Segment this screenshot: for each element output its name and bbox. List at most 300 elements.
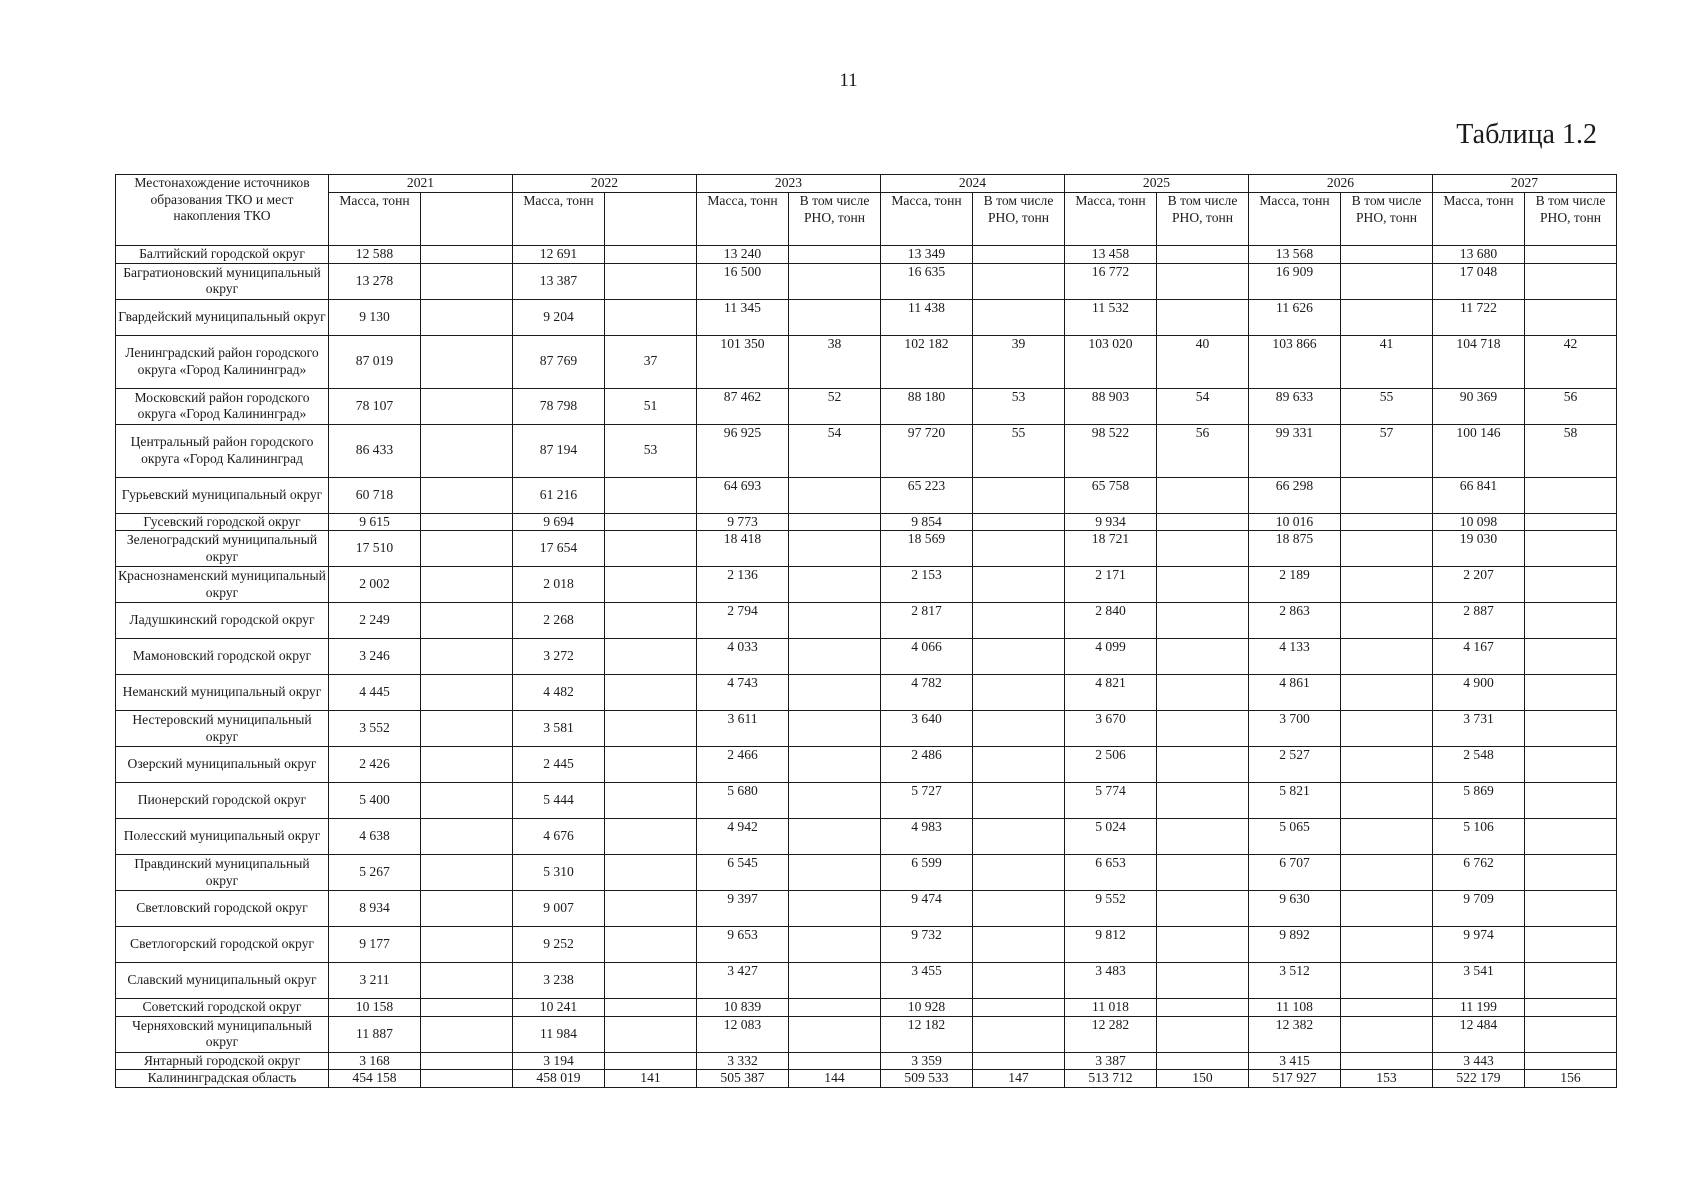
rno-cell <box>973 747 1065 783</box>
mass-cell: 5 106 <box>1433 819 1525 855</box>
mass-header: Масса, тонн <box>1065 193 1157 246</box>
rno-cell <box>605 891 697 927</box>
year-header: 2026 <box>1249 175 1433 193</box>
mass-cell: 9 892 <box>1249 927 1341 963</box>
mass-cell: 12 691 <box>513 246 605 264</box>
mass-cell: 11 199 <box>1433 999 1525 1017</box>
rno-cell <box>421 513 513 531</box>
rno-cell: 58 <box>1525 424 1617 477</box>
rno-cell <box>789 1016 881 1052</box>
rno-cell: 40 <box>1157 335 1249 388</box>
mass-cell: 17 510 <box>329 531 421 567</box>
table-row <box>116 999 1617 1017</box>
mass-cell: 3 332 <box>697 1052 789 1070</box>
table-row <box>116 567 1617 603</box>
mass-cell: 3 272 <box>513 639 605 675</box>
mass-cell: 6 545 <box>697 855 789 891</box>
mass-cell: 98 522 <box>1065 424 1157 477</box>
rno-cell <box>605 963 697 999</box>
mass-cell: 2 863 <box>1249 603 1341 639</box>
mass-cell: 12 382 <box>1249 1016 1341 1052</box>
location-cell: Янтарный городской округ <box>116 1052 329 1070</box>
mass-cell: 6 762 <box>1433 855 1525 891</box>
rno-cell <box>1157 477 1249 513</box>
rno-header-empty <box>421 193 513 246</box>
rno-cell <box>1157 1016 1249 1052</box>
mass-cell: 3 512 <box>1249 963 1341 999</box>
rno-cell <box>1525 603 1617 639</box>
mass-cell: 2 207 <box>1433 567 1525 603</box>
mass-cell: 9 694 <box>513 513 605 531</box>
mass-cell: 4 900 <box>1433 675 1525 711</box>
rno-cell <box>1341 1052 1433 1070</box>
mass-cell: 11 626 <box>1249 299 1341 335</box>
year-header: 2021 <box>329 175 513 193</box>
mass-header: Масса, тонн <box>1433 193 1525 246</box>
rno-cell <box>421 711 513 747</box>
rno-cell <box>1157 603 1249 639</box>
table-row <box>116 299 1617 335</box>
rno-cell <box>1525 263 1617 299</box>
mass-cell: 89 633 <box>1249 388 1341 424</box>
rno-cell <box>1157 299 1249 335</box>
rno-cell <box>789 675 881 711</box>
location-cell: Балтийский городской округ <box>116 246 329 264</box>
table-row <box>116 891 1617 927</box>
rno-cell <box>421 999 513 1017</box>
rno-cell <box>789 783 881 819</box>
location-cell: Черняховский муниципальный округ <box>116 1016 329 1052</box>
mass-cell: 3 611 <box>697 711 789 747</box>
rno-cell <box>973 246 1065 264</box>
rno-cell <box>421 263 513 299</box>
mass-cell: 10 839 <box>697 999 789 1017</box>
table-row <box>116 1070 1617 1088</box>
rno-cell <box>789 999 881 1017</box>
rno-cell <box>789 299 881 335</box>
rno-cell <box>1157 675 1249 711</box>
mass-cell: 9 252 <box>513 927 605 963</box>
mass-cell: 2 887 <box>1433 603 1525 639</box>
mass-cell: 4 482 <box>513 675 605 711</box>
mass-cell: 90 369 <box>1433 388 1525 424</box>
location-cell: Багратионовский муниципальный округ <box>116 263 329 299</box>
table-row <box>116 603 1617 639</box>
rno-cell <box>421 424 513 477</box>
rno-cell <box>789 531 881 567</box>
rno-cell <box>1525 246 1617 264</box>
mass-cell: 17 048 <box>1433 263 1525 299</box>
table-row <box>116 639 1617 675</box>
rno-cell <box>789 747 881 783</box>
rno-cell <box>605 1052 697 1070</box>
mass-cell: 100 146 <box>1433 424 1525 477</box>
mass-cell: 78 798 <box>513 388 605 424</box>
mass-cell: 4 821 <box>1065 675 1157 711</box>
mass-cell: 3 246 <box>329 639 421 675</box>
rno-cell <box>1525 675 1617 711</box>
mass-cell: 3 427 <box>697 963 789 999</box>
mass-cell: 16 500 <box>697 263 789 299</box>
rno-cell <box>973 1052 1065 1070</box>
mass-cell: 9 204 <box>513 299 605 335</box>
rno-cell <box>421 1016 513 1052</box>
rno-cell <box>1525 513 1617 531</box>
rno-cell: 41 <box>1341 335 1433 388</box>
mass-cell: 5 024 <box>1065 819 1157 855</box>
mass-cell: 5 821 <box>1249 783 1341 819</box>
rno-cell <box>973 783 1065 819</box>
rno-cell <box>1525 1052 1617 1070</box>
rno-header-empty <box>605 193 697 246</box>
location-cell: Краснознаменский муниципальный округ <box>116 567 329 603</box>
rno-cell <box>605 819 697 855</box>
rno-header: В том числе РНО, тонн <box>973 193 1065 246</box>
rno-cell <box>421 603 513 639</box>
rno-cell <box>789 263 881 299</box>
rno-cell <box>1341 963 1433 999</box>
location-cell: Центральный район городского округа «Город Калининград <box>116 424 329 477</box>
mass-cell: 18 875 <box>1249 531 1341 567</box>
mass-cell: 4 033 <box>697 639 789 675</box>
mass-cell: 9 552 <box>1065 891 1157 927</box>
mass-cell: 2 506 <box>1065 747 1157 783</box>
rno-cell <box>1157 513 1249 531</box>
year-header: 2023 <box>697 175 881 193</box>
rno-cell <box>1525 477 1617 513</box>
table-row <box>116 1016 1617 1052</box>
table-body <box>116 246 1617 1088</box>
rno-cell <box>1341 891 1433 927</box>
mass-cell: 61 216 <box>513 477 605 513</box>
mass-cell: 13 278 <box>329 263 421 299</box>
rno-cell <box>1525 999 1617 1017</box>
table-caption: Таблица 1.2 <box>1456 119 1597 150</box>
rno-cell: 150 <box>1157 1070 1249 1088</box>
rno-cell <box>973 299 1065 335</box>
mass-cell: 2 527 <box>1249 747 1341 783</box>
mass-cell: 19 030 <box>1433 531 1525 567</box>
year-header: 2027 <box>1433 175 1617 193</box>
mass-cell: 4 133 <box>1249 639 1341 675</box>
table-row <box>116 747 1617 783</box>
mass-cell: 4 942 <box>697 819 789 855</box>
mass-cell: 12 182 <box>881 1016 973 1052</box>
table-row <box>116 1052 1617 1070</box>
location-header: Местонахождение источников образования ТКО и мест накопления ТКО <box>116 175 329 246</box>
mass-cell: 3 640 <box>881 711 973 747</box>
mass-cell: 101 350 <box>697 335 789 388</box>
mass-cell: 10 016 <box>1249 513 1341 531</box>
mass-cell: 3 359 <box>881 1052 973 1070</box>
mass-cell: 3 168 <box>329 1052 421 1070</box>
mass-cell: 3 483 <box>1065 963 1157 999</box>
mass-cell: 2 486 <box>881 747 973 783</box>
rno-cell <box>1341 246 1433 264</box>
mass-cell: 12 484 <box>1433 1016 1525 1052</box>
rno-cell <box>1525 567 1617 603</box>
rno-cell <box>1525 819 1617 855</box>
mass-header: Масса, тонн <box>1249 193 1341 246</box>
rno-cell: 38 <box>789 335 881 388</box>
location-cell: Гурьевский муниципальный округ <box>116 477 329 513</box>
mass-cell: 12 083 <box>697 1016 789 1052</box>
table-row <box>116 335 1617 388</box>
mass-cell: 2 426 <box>329 747 421 783</box>
rno-cell <box>605 531 697 567</box>
rno-cell: 53 <box>605 424 697 477</box>
mass-cell: 102 182 <box>881 335 973 388</box>
rno-cell <box>1341 711 1433 747</box>
mass-cell: 99 331 <box>1249 424 1341 477</box>
rno-cell: 54 <box>789 424 881 477</box>
rno-cell <box>1525 299 1617 335</box>
mass-cell: 96 925 <box>697 424 789 477</box>
rno-cell <box>1341 639 1433 675</box>
mass-cell: 4 099 <box>1065 639 1157 675</box>
rno-cell: 53 <box>973 388 1065 424</box>
mass-cell: 3 552 <box>329 711 421 747</box>
mass-cell: 4 066 <box>881 639 973 675</box>
mass-cell: 88 180 <box>881 388 973 424</box>
rno-cell <box>973 639 1065 675</box>
mass-cell: 2 268 <box>513 603 605 639</box>
rno-cell <box>1157 531 1249 567</box>
rno-cell <box>1157 783 1249 819</box>
rno-cell <box>421 675 513 711</box>
table-row <box>116 513 1617 531</box>
rno-cell <box>421 1052 513 1070</box>
mass-cell: 11 722 <box>1433 299 1525 335</box>
rno-cell: 51 <box>605 388 697 424</box>
rno-cell <box>421 246 513 264</box>
rno-cell <box>1157 246 1249 264</box>
mass-cell: 3 541 <box>1433 963 1525 999</box>
mass-cell: 78 107 <box>329 388 421 424</box>
mass-cell: 18 569 <box>881 531 973 567</box>
rno-cell <box>789 603 881 639</box>
mass-cell: 3 731 <box>1433 711 1525 747</box>
mass-cell: 103 020 <box>1065 335 1157 388</box>
rno-cell <box>1341 999 1433 1017</box>
mass-cell: 10 098 <box>1433 513 1525 531</box>
rno-cell <box>973 855 1065 891</box>
rno-cell <box>1341 855 1433 891</box>
table-row <box>116 477 1617 513</box>
mass-cell: 9 177 <box>329 927 421 963</box>
rno-cell <box>1157 963 1249 999</box>
mass-cell: 3 387 <box>1065 1052 1157 1070</box>
rno-cell <box>1525 639 1617 675</box>
table-row <box>116 531 1617 567</box>
rno-cell <box>1525 711 1617 747</box>
mass-cell: 3 670 <box>1065 711 1157 747</box>
mass-cell: 88 903 <box>1065 388 1157 424</box>
rno-cell <box>789 567 881 603</box>
mass-cell: 2 445 <box>513 747 605 783</box>
table-row <box>116 246 1617 264</box>
mass-cell: 12 588 <box>329 246 421 264</box>
rno-cell <box>789 855 881 891</box>
rno-cell: 52 <box>789 388 881 424</box>
rno-cell <box>789 477 881 513</box>
location-cell: Светловский городской округ <box>116 891 329 927</box>
mass-cell: 2 189 <box>1249 567 1341 603</box>
rno-cell <box>421 477 513 513</box>
mass-cell: 103 866 <box>1249 335 1341 388</box>
mass-cell: 5 774 <box>1065 783 1157 819</box>
mass-cell: 11 438 <box>881 299 973 335</box>
rno-cell <box>789 1052 881 1070</box>
mass-cell: 3 443 <box>1433 1052 1525 1070</box>
rno-cell: 55 <box>973 424 1065 477</box>
rno-cell <box>605 999 697 1017</box>
rno-cell <box>605 675 697 711</box>
location-cell: Ладушкинский городской округ <box>116 603 329 639</box>
mass-cell: 2 817 <box>881 603 973 639</box>
mass-cell: 2 249 <box>329 603 421 639</box>
rno-cell <box>789 513 881 531</box>
rno-cell: 54 <box>1157 388 1249 424</box>
rno-cell <box>421 388 513 424</box>
rno-cell <box>789 963 881 999</box>
location-cell: Московский район городского округа «Город Калининград» <box>116 388 329 424</box>
mass-cell: 454 158 <box>329 1070 421 1088</box>
mass-cell: 13 458 <box>1065 246 1157 264</box>
mass-cell: 2 466 <box>697 747 789 783</box>
rno-cell <box>1157 639 1249 675</box>
mass-cell: 11 018 <box>1065 999 1157 1017</box>
mass-cell: 4 445 <box>329 675 421 711</box>
location-cell: Калининградская область <box>116 1070 329 1088</box>
rno-cell <box>973 819 1065 855</box>
mass-cell: 9 854 <box>881 513 973 531</box>
rno-cell <box>1341 747 1433 783</box>
rno-cell <box>1525 1016 1617 1052</box>
mass-cell: 11 532 <box>1065 299 1157 335</box>
mass-cell: 5 869 <box>1433 783 1525 819</box>
waste-table <box>115 174 1617 1088</box>
table-row <box>116 263 1617 299</box>
table-row <box>116 424 1617 477</box>
mass-cell: 4 743 <box>697 675 789 711</box>
mass-cell: 10 241 <box>513 999 605 1017</box>
rno-cell <box>973 1016 1065 1052</box>
rno-cell <box>1341 263 1433 299</box>
year-header: 2022 <box>513 175 697 193</box>
mass-cell: 11 984 <box>513 1016 605 1052</box>
rno-cell <box>605 603 697 639</box>
mass-cell: 3 211 <box>329 963 421 999</box>
mass-cell: 10 158 <box>329 999 421 1017</box>
table-row <box>116 783 1617 819</box>
mass-cell: 522 179 <box>1433 1070 1525 1088</box>
rno-cell <box>1157 567 1249 603</box>
mass-cell: 2 018 <box>513 567 605 603</box>
mass-header: Масса, тонн <box>881 193 973 246</box>
mass-cell: 13 240 <box>697 246 789 264</box>
mass-cell: 16 909 <box>1249 263 1341 299</box>
mass-cell: 66 298 <box>1249 477 1341 513</box>
mass-cell: 2 136 <box>697 567 789 603</box>
rno-cell <box>1341 1016 1433 1052</box>
mass-cell: 17 654 <box>513 531 605 567</box>
rno-cell <box>421 1070 513 1088</box>
mass-cell: 505 387 <box>697 1070 789 1088</box>
mass-cell: 9 974 <box>1433 927 1525 963</box>
mass-header: Масса, тонн <box>329 193 421 246</box>
mass-cell: 8 934 <box>329 891 421 927</box>
mass-cell: 5 267 <box>329 855 421 891</box>
rno-cell: 147 <box>973 1070 1065 1088</box>
mass-cell: 9 630 <box>1249 891 1341 927</box>
rno-cell <box>1157 855 1249 891</box>
rno-cell: 42 <box>1525 335 1617 388</box>
mass-cell: 5 400 <box>329 783 421 819</box>
mass-cell: 3 700 <box>1249 711 1341 747</box>
mass-cell: 3 194 <box>513 1052 605 1070</box>
rno-cell <box>789 639 881 675</box>
mass-cell: 5 444 <box>513 783 605 819</box>
rno-cell <box>1341 567 1433 603</box>
rno-cell <box>605 1016 697 1052</box>
rno-cell <box>605 477 697 513</box>
mass-cell: 86 433 <box>329 424 421 477</box>
mass-cell: 3 581 <box>513 711 605 747</box>
rno-cell <box>1157 999 1249 1017</box>
rno-cell <box>605 299 697 335</box>
mass-cell: 9 653 <box>697 927 789 963</box>
mass-cell: 6 707 <box>1249 855 1341 891</box>
rno-header: В том числе РНО, тонн <box>1157 193 1249 246</box>
mass-cell: 97 720 <box>881 424 973 477</box>
mass-cell: 4 782 <box>881 675 973 711</box>
rno-cell: 37 <box>605 335 697 388</box>
mass-cell: 9 732 <box>881 927 973 963</box>
mass-cell: 3 455 <box>881 963 973 999</box>
rno-cell <box>421 891 513 927</box>
rno-cell <box>421 855 513 891</box>
mass-header: Масса, тонн <box>697 193 789 246</box>
mass-cell: 2 153 <box>881 567 973 603</box>
mass-cell: 509 533 <box>881 1070 973 1088</box>
rno-cell <box>1341 531 1433 567</box>
rno-cell <box>1341 299 1433 335</box>
rno-cell <box>1525 783 1617 819</box>
mass-cell: 4 638 <box>329 819 421 855</box>
mass-cell: 87 194 <box>513 424 605 477</box>
rno-cell <box>605 783 697 819</box>
mass-cell: 4 167 <box>1433 639 1525 675</box>
rno-cell <box>421 747 513 783</box>
location-cell: Полесский муниципальный округ <box>116 819 329 855</box>
location-cell: Светлогорский городской округ <box>116 927 329 963</box>
mass-cell: 13 349 <box>881 246 973 264</box>
rno-cell <box>1157 263 1249 299</box>
mass-cell: 87 769 <box>513 335 605 388</box>
rno-cell <box>973 603 1065 639</box>
rno-cell <box>1341 819 1433 855</box>
rno-cell <box>1157 711 1249 747</box>
location-cell: Пионерский городской округ <box>116 783 329 819</box>
year-header: 2024 <box>881 175 1065 193</box>
mass-header: Масса, тонн <box>513 193 605 246</box>
rno-cell <box>421 783 513 819</box>
location-cell: Ленинградский район городского округа «Город Калининград» <box>116 335 329 388</box>
rno-cell <box>973 963 1065 999</box>
mass-cell: 458 019 <box>513 1070 605 1088</box>
table-header <box>116 175 1617 246</box>
